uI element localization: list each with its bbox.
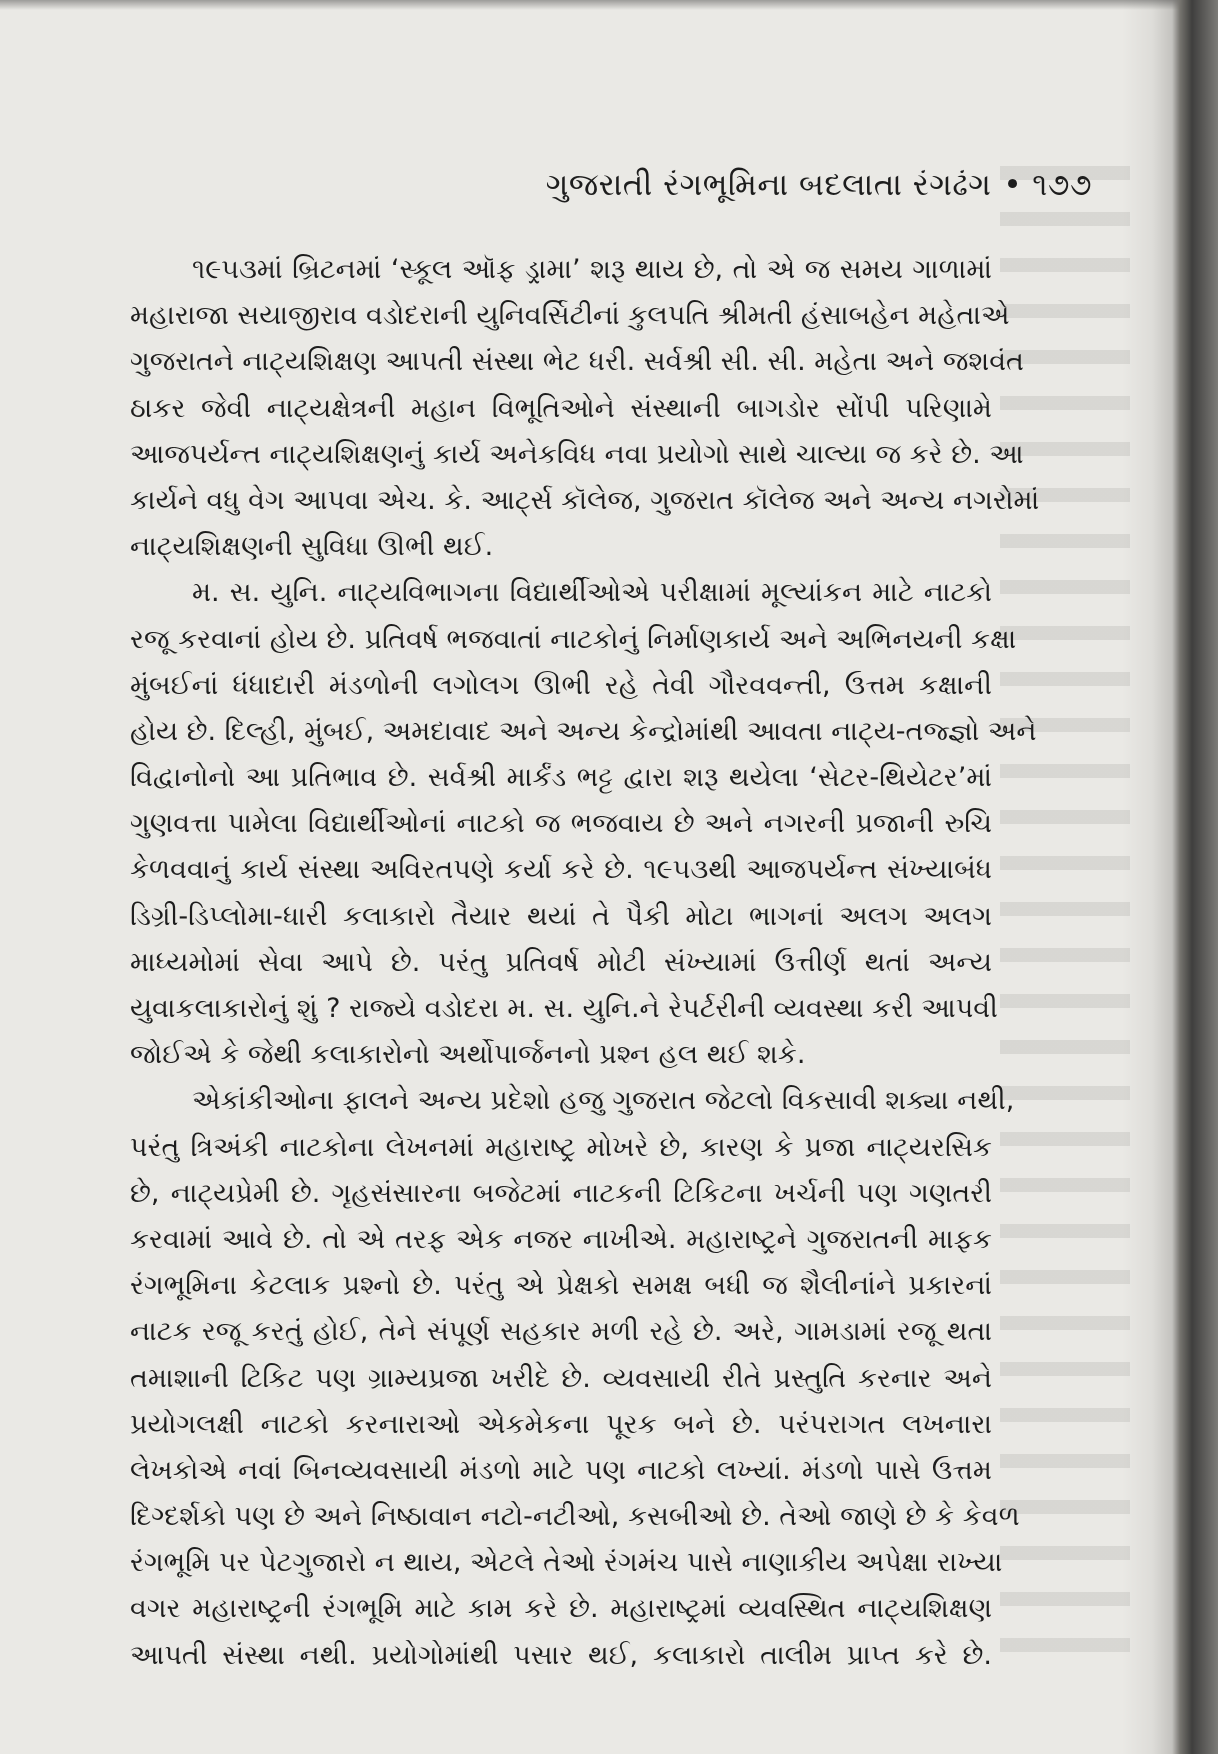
- paragraph-2: [130, 570, 1037, 1078]
- text-line: ગુણવત્તા પામેલા વિદ્યાર્થીઓનાં નાટકો જ ભજવાય છે અને નગરની પ્રજાની રુચિ: [130, 808, 992, 840]
- text-line: તમાશાની ટિકિટ પણ ગ્રામ્યપ્રજા ખરીદે છે. વ્યવસાયી રીતે પ્રસ્તુતિ કરનાર અને: [130, 1362, 992, 1394]
- text-line: માધ્યમોમાં સેવા આપે છે. પરંતુ પ્રતિવર્ષ મોટી સંખ્યામાં ઉત્તીર્ણ થતાં અન્ય: [130, 946, 992, 978]
- text-line: કેળવવાનું કાર્ય સંસ્થા અવિરતપણે કર્યા કરે છે. ૧૯૫૩થી આજપર્યન્ત સંખ્યાબંધ: [130, 854, 992, 886]
- page-number: ૧૭૭: [1032, 167, 1092, 203]
- text-line: વગર મહારાષ્ટ્રની રંગભૂમિ માટે કામ કરે છે. મહારાષ્ટ્રમાં વ્યવસ્થિત નાટ્યશિક્ષણ: [130, 1593, 992, 1625]
- running-header: [546, 165, 1092, 205]
- text-line: રજૂ કરવાનાં હોય છે. પ્રતિવર્ષ ભજવાતાં નાટકોનું નિર્માણકાર્ય અને અભિનયની કક્ષા: [130, 623, 1017, 655]
- text-line: હોય છે. દિલ્હી, મુંબઈ, અમદાવાદ અને અન્ય કેન્દ્રોમાંથી આવતા નાટ્ય-તજ્જ્ઞો અને: [130, 715, 1037, 747]
- text-line: આપતી સંસ્થા નથી. પ્રયોગોમાંથી પસાર થઈ, કલાકારો તાલીમ પ્રાપ્ત કરે છે.: [130, 1639, 992, 1671]
- text-line: એકાંકીઓના ફાલને અન્ય પ્રદેશો હજુ ગુજરાત જેટલો વિકસાવી શક્યા નથી,: [192, 1085, 1015, 1117]
- text-line: દિગ્દર્શકો પણ છે અને નિષ્ઠાવાન નટો-નટીઓ, કસબીઓ છે. તેઓ જાણે છે કે કેવળ: [130, 1501, 1020, 1533]
- header-title: ગુજરાતી રંગભૂમિના બદલાતા રંગઢંગ: [545, 167, 992, 203]
- text-line: રંગભૂમિના કેટલાક પ્રશ્નો છે. પરંતુ એ પ્રેક્ષકો સમક્ષ બધી જ શૈલીનાંને પ્રકારનાં: [130, 1270, 992, 1302]
- text-line: પ્રયોગલક્ષી નાટકો કરનારાઓ એકમેકના પૂરક બને છે. પરંપરાગત લખનારા: [130, 1408, 992, 1440]
- text-line: પરંતુ ત્રિઅંકી નાટકોના લેખનમાં મહારાષ્ટ્ર મોખરે છે, કારણ કે પ્રજા નાટ્યરસિક: [130, 1131, 992, 1163]
- text-line: ડિગ્રી-ડિપ્લોમા-ધારી કલાકારો તૈયાર થયાં તે પૈકી મોટા ભાગનાં અલગ અલગ: [130, 900, 992, 932]
- text-line: મ. સ. યુનિ. નાટ્યવિભાગના વિદ્યાર્થીઓએ પરીક્ષામાં મૂલ્યાંકન માટે નાટકો: [192, 577, 992, 609]
- text-line: નાટ્યશિક્ષણની સુવિધા ઊભી થઈ.: [130, 531, 494, 563]
- text-line: વિદ્વાનોનો આ પ્રતિભાવ છે. સર્વશ્રી માર્કંડ ભટ્ટ દ્વારા શરૂ થયેલા ‘સેટર-થિયેટર’માં: [130, 762, 992, 794]
- show-through-texture: [1000, 150, 1130, 1670]
- text-line: છે, નાટ્યપ્રેમી છે. ગૃહસંસારના બજેટમાં નાટકની ટિકિટના ખર્ચની પણ ગણતરી: [130, 1177, 992, 1209]
- text-line: યુવાકલાકારોનું શું ? રાજ્યે વડોદરા મ. સ. યુનિ.ને રેપર્ટરીની વ્યવસ્થા કરી આપવી: [130, 993, 998, 1024]
- paragraph-3: [130, 1078, 1020, 1678]
- text-line: લેખકોએ નવાં બિનવ્યવસાયી મંડળો માટે પણ નાટકો લખ્યાં. મંડળો પાસે ઉત્તમ: [130, 1454, 992, 1486]
- paragraph-1: [130, 247, 1040, 570]
- text-line: મુંબઈનાં ધંધાદારી મંડળોની લગોલગ ઊભી રહે તેવી ગૌરવવન્તી, ઉત્તમ કક્ષાની: [130, 669, 992, 701]
- text-line: મહારાજા સયાજીરાવ વડોદરાની યુનિવર્સિટીનાં કુલપતિ શ્રીમતી હંસાબહેન મહેતાએ: [130, 300, 1010, 332]
- text-line: કાર્યને વધુ વેગ આપવા એચ. કે. આર્ટ્સ કૉલેજ, ગુજરાત કૉલેજ અને અન્ય નગરોમાં: [130, 484, 1040, 516]
- text-line: નાટક રજૂ કરતું હોઈ, તેને સંપૂર્ણ સહકાર મળી રહે છે. અરે, ગામડામાં રજૂ થતા: [130, 1316, 992, 1348]
- text-line: આજપર્યન્ત નાટ્યશિક્ષણનું કાર્ય અનેકવિધ નવા પ્રયોગો સાથે ચાલ્યા જ કરે છે. આ: [130, 438, 1024, 470]
- book-edge-shadow: [1122, 0, 1218, 1754]
- header-bullet: •: [1003, 167, 1023, 203]
- text-line: ઠાકર જેવી નાટ્યક્ષેત્રની મહાન વિભૂતિઓને સંસ્થાની બાગડોર સોંપી પરિણામે: [130, 392, 992, 424]
- body-text: [130, 247, 1040, 1679]
- text-line: કરવામાં આવે છે. તો એ તરફ એક નજર નાખીએ. મહારાષ્ટ્રને ગુજરાતની માફક: [130, 1223, 992, 1255]
- scan-top-shadow: [0, 0, 1218, 10]
- text-line: ગુજરાતને નાટ્યશિક્ષણ આપતી સંસ્થા ભેટ ધરી. સર્વશ્રી સી. સી. મહેતા અને જશવંત: [130, 346, 1024, 378]
- text-line: જોઈએ કે જેથી કલાકારોનો અર્થોપાર્જનનો પ્રશ્ન હલ થઈ શકે.: [130, 1039, 806, 1071]
- text-line: રંગભૂમિ પર પેટગુજારો ન થાય, એટલે તેઓ રંગમંચ પાસે નાણાકીય અપેક્ષા રાખ્યા: [130, 1547, 1003, 1579]
- text-line: ૧૯૫૩માં બ્રિટનમાં ‘સ્કૂલ ઑફ ડ્રામા’ શરૂ થાય છે, તો એ જ સમય ગાળામાં: [192, 254, 992, 285]
